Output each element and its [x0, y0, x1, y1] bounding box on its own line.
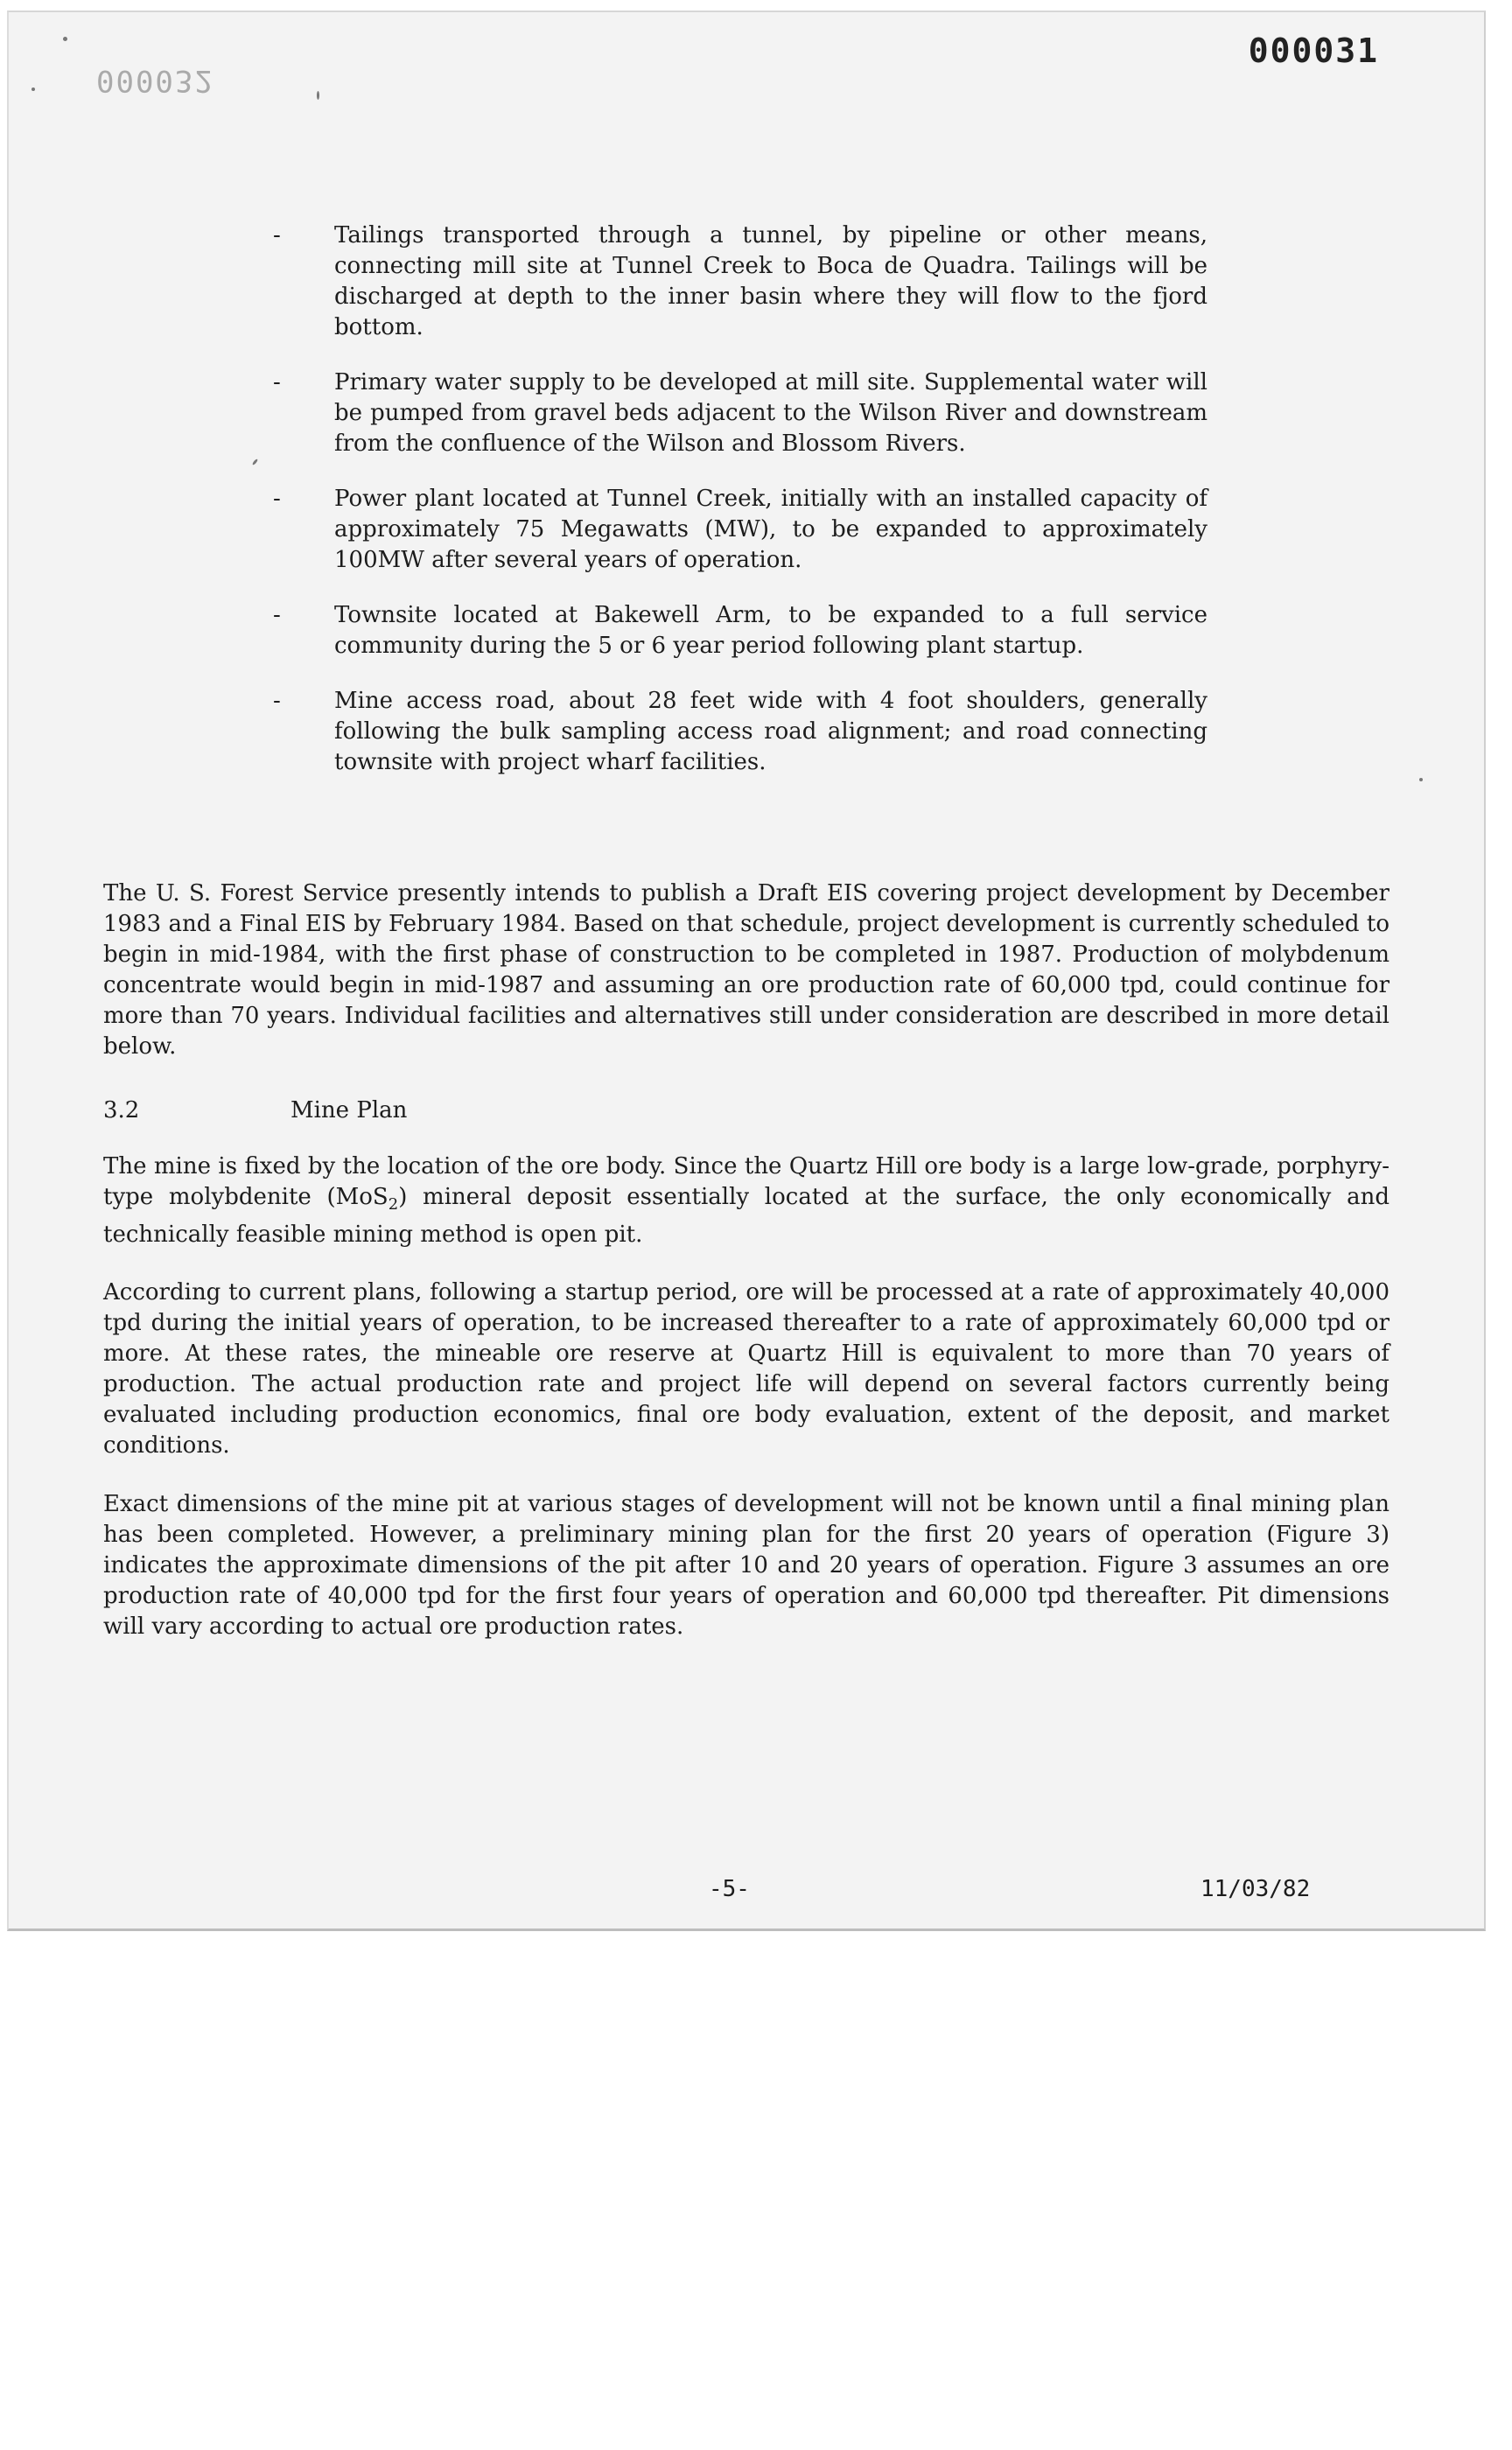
bullet-text: Mine access road, about 28 feet wide with 4 foot shoulders, generally following the bulk sampling access road alignment; and road connecting townsite with project wharf facilities.	[334, 688, 1208, 775]
bates-number-mirrored: 000032	[96, 63, 214, 98]
list-item: - Mine access road, about 28 feet wide with 4 foot shoulders, generally following the bulk sampling access road alignment; and road connecting townsite with project wharf facilities.	[282, 686, 1208, 778]
section-number: 3.2	[103, 1097, 140, 1124]
scan-speck	[317, 91, 319, 100]
list-item: - Power plant located at Tunnel Creek, initially with an installed capacity of approximately 75 Megawatts (MW), to be expanded to approximately 100MW after several years of operation.	[282, 484, 1208, 576]
bullet-text: Townsite located at Bakewell Arm, to be expanded to a full service community during the 5 or 6 year period following plant startup.	[334, 602, 1208, 659]
bates-number: 000031	[1248, 32, 1379, 70]
facility-bullet-list	[273, 220, 1208, 802]
scan-speck	[1419, 778, 1423, 781]
scan-speck	[252, 458, 258, 466]
bullet-text: Primary water supply to be developed at mill site. Supplemental water will be pumped from gravel beds adjacent to the Wilson River and downstream from the confluence of the Wilson and Blossom Rivers.	[334, 369, 1208, 457]
paragraph-forest-service: The U. S. Forest Service presently intends to publish a Draft EIS covering project development by December 1983 and a Final EIS by February 1984. Based on that schedule, project development is currently scheduled to begin in mid-1984, with the first phase of construction to be completed in 1987. Production of molybdenum concentrate would begin in mid-1987 and assuming an ore production rate of 60,000 tpd, could continue for more than 70 years. Individual facilities and alternatives still under consideration are described in more detail below.	[103, 880, 1390, 1060]
paragraph-current-plans: According to current plans, following a startup period, ore will be processed at a rate of approximately 40,000 tpd during the initial years of operation, to be increased thereafter to a rate of approximately 60,000 tpd or more. At these rates, the mineable ore reserve at Quartz Hill is equivalent to more than 70 years of production. The actual production rate and project life will depend on several factors currently being evaluated including production economics, final ore body evaluation, extent of the deposit, and market conditions.	[103, 1279, 1390, 1459]
bullet-text: Power plant located at Tunnel Creek, initially with an installed capacity of approximately 75 Megawatts (MW), to be expanded to approximately 100MW after several years of operation.	[334, 486, 1208, 573]
document-page	[7, 10, 1486, 1931]
scan-speck	[32, 88, 35, 91]
paragraph-mine-location: The mine is fixed by the location of the ore body. Since the Quartz Hill ore body is a large low-grade, porphyry-type molybdenite (MoS$_2$) mineral deposit essentially located at the surface, the only economically and technically feasible mining method is open pit.	[103, 1153, 1390, 1249]
document-date: 11/03/82	[1200, 1876, 1311, 1902]
bullet-text: Tailings transported through a tunnel, by pipeline or other means, connecting mill site at Tunnel Creek to Boca de Quadra. Tailings will be discharged at depth to the inner basin where they will flow to the fjord bottom.	[334, 222, 1208, 340]
paragraph-pit-dimensions: Exact dimensions of the mine pit at various stages of development will not be known until a final mining plan has been completed. However, a preliminary mining plan for the first 20 years of operation (Figure 3) indicates the approximate dimensions of the pit after 10 and 20 years of operation. Figure 3 assumes an ore production rate of 40,000 tpd for the first four years of operation and 60,000 tpd thereafter. Pit dimensions will vary according to actual ore production rates.	[103, 1491, 1390, 1640]
section-title: Mine Plan	[290, 1097, 408, 1124]
list-item: - Tailings transported through a tunnel, by pipeline or other means, connecting mill site at Tunnel Creek to Boca de Quadra. Tailings will be discharged at depth to the inner basin where they will flow to the fjord bottom.	[282, 220, 1208, 343]
page-number: -5-	[709, 1876, 750, 1902]
scan-speck	[63, 37, 67, 41]
list-item: - Townsite located at Bakewell Arm, to be expanded to a full service community during the 5 or 6 year period following plant startup.	[282, 600, 1208, 662]
list-item: - Primary water supply to be developed at mill site. Supplemental water will be pumped from gravel beds adjacent to the Wilson River and downstream from the confluence of the Wilson and Blossom Rivers.	[282, 368, 1208, 459]
